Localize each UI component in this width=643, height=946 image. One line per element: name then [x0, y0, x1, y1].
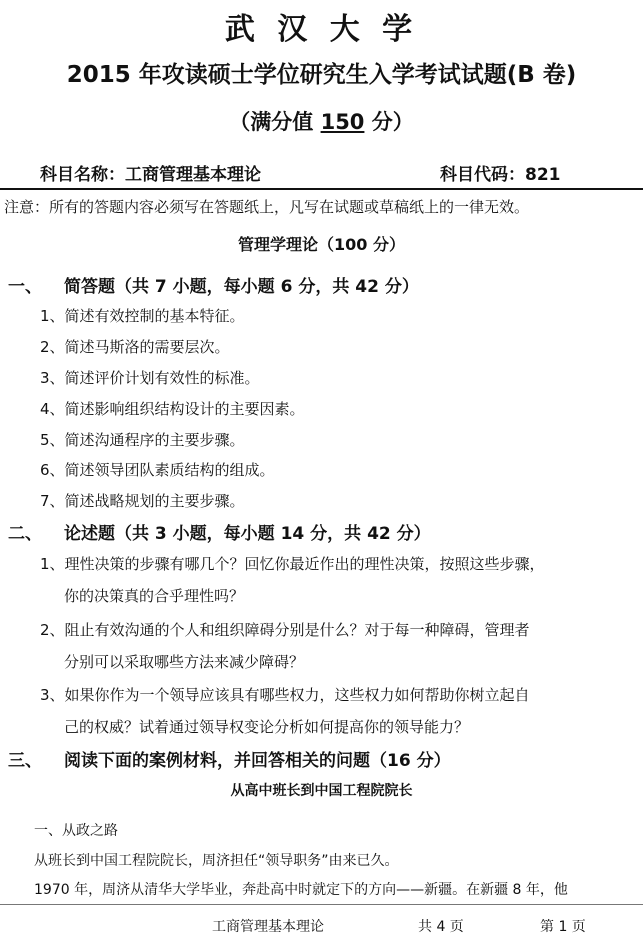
- question-continuation: 你的决策真的合乎理性吗？: [64, 587, 245, 605]
- question-continuation: 分别可以采取哪些方法来减少障碍？: [64, 653, 305, 671]
- case-paragraph: 1970 年，周济从清华大学毕业，奔赴高中时就定下的方向——新疆。在新疆 8 年，他: [34, 882, 568, 898]
- question-item: 5、简述沟通程序的主要步骤。: [40, 431, 245, 449]
- section-heading: [8, 519, 431, 544]
- part-title: 管理学理论（100 分）: [238, 235, 405, 254]
- question-item: 4、简述影响组织结构设计的主要因素。: [40, 400, 305, 418]
- score-suffix: 分）: [364, 110, 414, 134]
- question-item: 1、简述有效控制的基本特征。: [40, 307, 245, 325]
- total-score: [0, 106, 643, 136]
- question-item: 2、阻止有效沟通的个人和组织障碍分别是什么？对于每一种障碍，管理者: [40, 621, 530, 639]
- question-item: 6、简述领导团队素质结构的组成。: [40, 461, 275, 479]
- section-number: 三、: [8, 751, 42, 771]
- section-title: 阅读下面的案例材料，并回答相关的问题（16 分）: [64, 751, 451, 771]
- university-name: 武 汉 大 学: [224, 12, 419, 47]
- question-item: 1、理性决策的步骤有哪几个？回忆你最近作出的理性决策，按照这些步骤，: [40, 555, 545, 573]
- subject-name: 科目名称：工商管理基本理论: [40, 165, 261, 185]
- case-subtitle: 一、从政之路: [34, 823, 118, 839]
- question-item: 3、如果你作为一个领导应该具有哪些权力，这些权力如何帮助你树立起自: [40, 686, 530, 704]
- question-continuation: 己的权威？试着通过领导权变论分析如何提高你的领导能力？: [64, 718, 470, 736]
- question-item: 7、简述战略规划的主要步骤。: [40, 492, 245, 510]
- notice-text: 注意：所有的答题内容必须写在答题纸上，凡写在试题或草稿纸上的一律无效。: [4, 198, 530, 216]
- footer-total-pages: 共 4 页: [418, 919, 464, 935]
- footer-subject: 工商管理基本理论: [212, 919, 324, 935]
- footer-divider: [0, 904, 643, 905]
- subject-code: 科目代码：821: [440, 165, 561, 185]
- question-item: 3、简述评价计划有效性的标准。: [40, 369, 260, 387]
- score-value: 150: [320, 110, 365, 134]
- section-number: 一、: [8, 277, 42, 297]
- section-heading: [8, 746, 451, 771]
- header-divider: [0, 188, 643, 190]
- score-prefix: （满分值: [229, 110, 321, 134]
- section-heading: [8, 272, 419, 297]
- case-title: 从高中班长到中国工程院院长: [230, 783, 413, 799]
- exam-title: 2015 年攻读硕士学位研究生入学考试试题(B 卷): [66, 62, 577, 88]
- section-title: 简答题（共 7 小题，每小题 6 分，共 42 分）: [64, 277, 419, 297]
- question-item: 2、简述马斯洛的需要层次。: [40, 338, 230, 356]
- subject-row: [40, 160, 623, 185]
- case-paragraph: 从班长到中国工程院院长，周济担任“领导职务”由来已久。: [34, 853, 399, 869]
- section-number: 二、: [8, 524, 42, 544]
- footer-page-number: 第 1 页: [540, 919, 586, 935]
- section-title: 论述题（共 3 小题，每小题 14 分，共 42 分）: [64, 524, 431, 544]
